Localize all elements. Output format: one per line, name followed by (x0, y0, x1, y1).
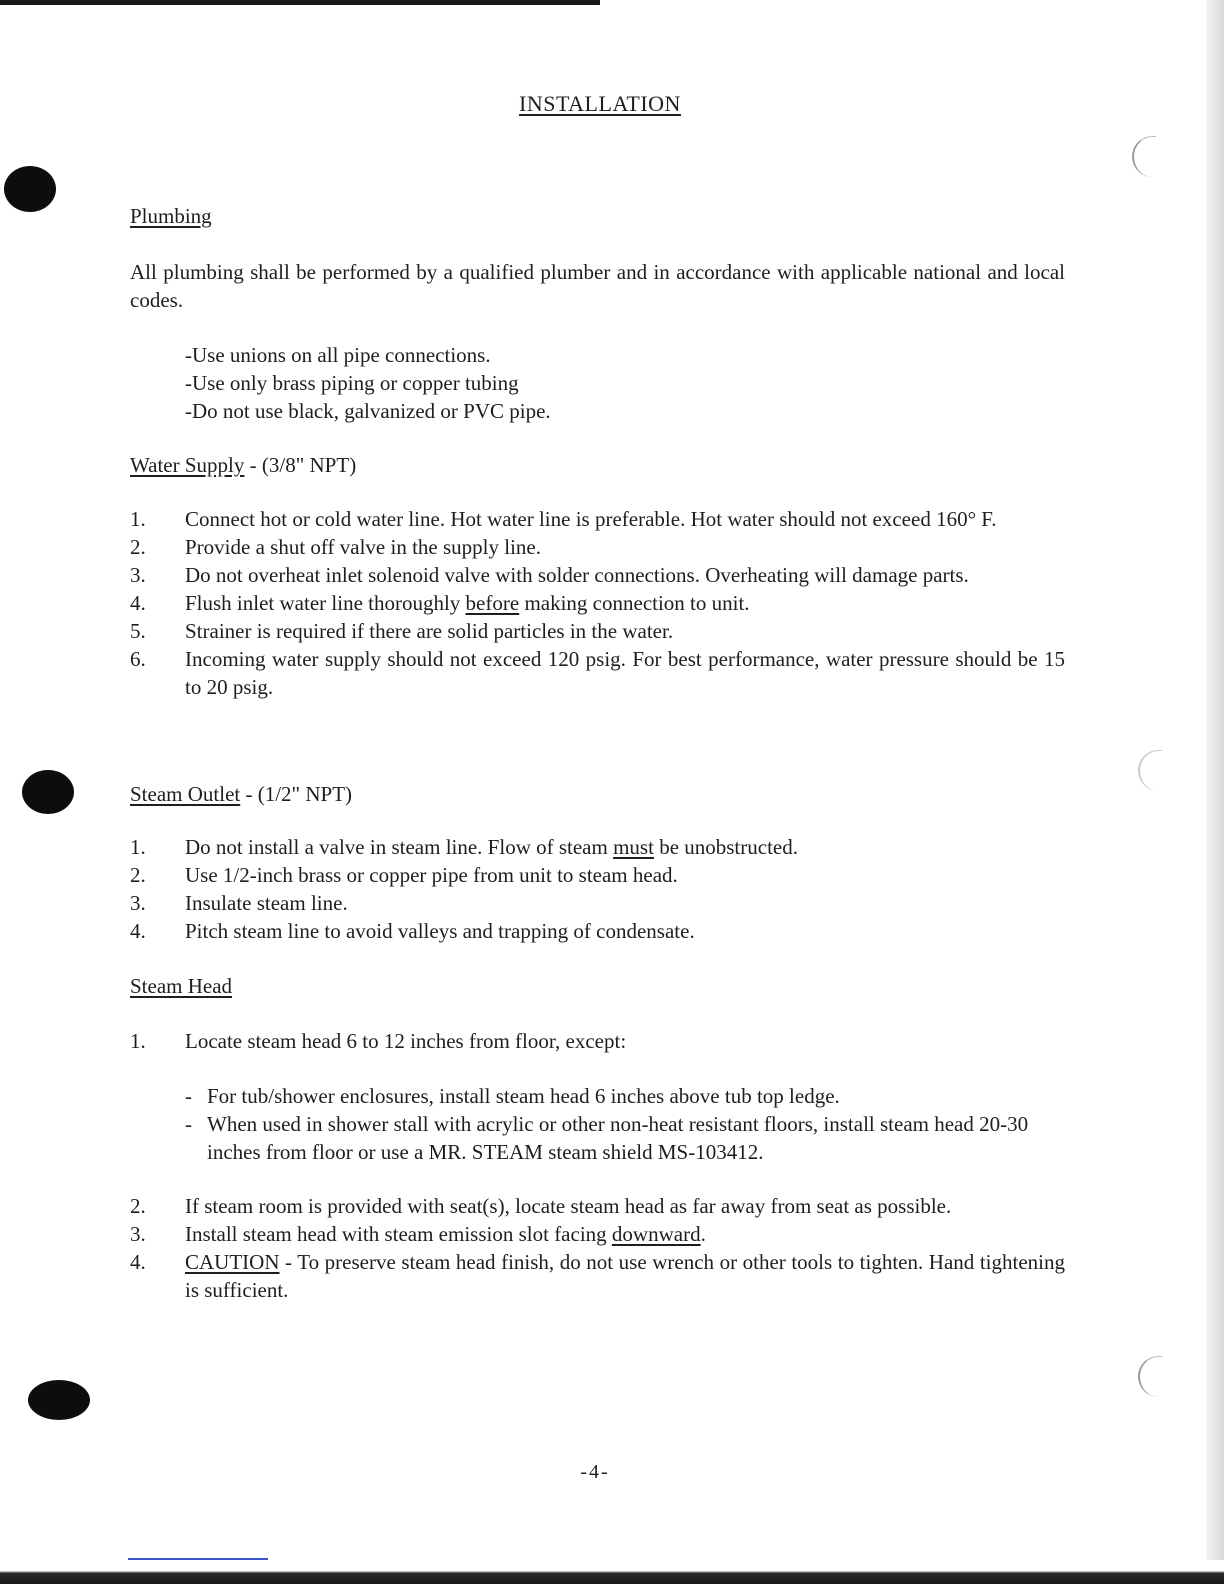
binder-mark-top (1132, 136, 1156, 177)
plumbing-paragraph: All plumbing shall be performed by a qualified plumber and in accordance with applicable national and local codes. (130, 260, 1065, 312)
page-title: INSTALLATION (519, 91, 681, 116)
item-text (185, 1248, 1065, 1304)
item-number: 3. (130, 891, 146, 915)
item-number: 4. (130, 1250, 146, 1274)
sub-dash: - (185, 1112, 192, 1136)
steam-outlet-list (130, 833, 1065, 945)
caution-label: CAUTION (185, 1250, 280, 1274)
sub-dash: - (185, 1084, 192, 1108)
steam-head-list-rest (130, 1192, 1065, 1304)
steam-head-heading (130, 972, 1070, 1000)
steam-head-item-3 (130, 1220, 1065, 1248)
item-text-emphasis: downward (611, 1222, 701, 1246)
steam-outlet-item-1 (130, 833, 1065, 861)
water-supply-heading-text: Water Supply (130, 453, 245, 477)
item-number: 2. (130, 1194, 146, 1218)
steam-outlet-heading (130, 780, 1070, 808)
steam-outlet-heading-text: Steam Outlet (130, 782, 241, 806)
item-text-post: be unobstructed. (653, 835, 798, 859)
item-text (185, 589, 1065, 617)
item-number: 5. (130, 619, 146, 643)
steam-outlet-item-3 (130, 889, 1065, 917)
steam-head-item-2 (130, 1192, 1065, 1220)
water-supply-spec: - (3/8" NPT) (244, 453, 357, 477)
sub-text: For tub/shower enclosures, install steam head 6 inches above tub top ledge. (207, 1084, 840, 1108)
steam-head-subitem (185, 1110, 1065, 1166)
water-supply-item-3 (130, 561, 1065, 589)
item-text-emphasis: before (465, 591, 520, 615)
water-supply-item-4 (130, 589, 1065, 617)
steam-outlet-item-4 (130, 917, 1065, 945)
plumbing-list-item: -Use only brass piping or copper tubing (185, 371, 519, 395)
steam-outlet-spec: - (1/2" NPT) (240, 782, 353, 806)
item-text: Do not overheat inlet solenoid valve with solder connections. Overheating will damage parts. (185, 563, 969, 587)
item-text-post: - To preserve steam head finish, do not use wrench or other tools to tighten. Hand tightening is sufficient. (185, 1250, 1065, 1302)
punch-hole-top (4, 166, 56, 212)
sub-text: When used in shower stall with acrylic or other non-heat resistant floors, install steam head 20-30 inches from floor or use a MR. STEAM steam shield MS-103412. (207, 1112, 1029, 1164)
item-text-emphasis: must (613, 835, 654, 859)
water-supply-item-5 (130, 617, 1065, 645)
plumbing-list-item: -Use unions on all pipe connections. (185, 343, 491, 367)
item-text-pre: Do not install a valve in steam line. Flow of steam (185, 835, 614, 859)
steam-head-item-4 (130, 1248, 1065, 1304)
item-text: Locate steam head 6 to 12 inches from floor, except: (185, 1029, 627, 1053)
scan-bottom-edge (0, 1560, 1224, 1584)
plumbing-heading-text: Plumbing (130, 204, 212, 228)
plumbing-heading (130, 202, 1070, 230)
punch-hole-middle (22, 770, 74, 814)
water-supply-heading (130, 451, 1070, 479)
item-number: 2. (130, 535, 146, 559)
plumbing-list (185, 341, 551, 425)
binder-mark-bottom (1138, 1356, 1162, 1397)
item-number: 1. (130, 835, 146, 859)
scan-top-edge (0, 0, 600, 5)
page-number: -4- (580, 1461, 610, 1483)
item-number: 3. (130, 563, 146, 587)
steam-head-subitem (185, 1082, 1065, 1110)
punch-hole-bottom (28, 1380, 90, 1420)
item-text: Strainer is required if there are solid particles in the water. (185, 619, 674, 643)
steam-head-sublist (185, 1082, 1065, 1166)
steam-outlet-item-2 (130, 861, 1065, 889)
scan-blue-line (128, 1558, 268, 1560)
steam-head-list-start (130, 1027, 1065, 1055)
item-number: 4. (130, 919, 146, 943)
scan-right-shadow (1206, 0, 1224, 1584)
item-number: 4. (130, 591, 146, 615)
item-number: 2. (130, 863, 146, 887)
item-text (185, 1220, 1065, 1248)
binder-mark-middle (1138, 750, 1162, 791)
water-supply-list (130, 505, 1065, 701)
item-text-post: making connection to unit. (519, 591, 750, 615)
water-supply-item-1 (130, 505, 1065, 533)
item-text (185, 833, 1065, 861)
water-supply-item-2 (130, 533, 1065, 561)
item-text: Provide a shut off valve in the supply line. (185, 535, 541, 559)
item-text: Connect hot or cold water line. Hot water line is preferable. Hot water should not exceed 160° F. (185, 507, 997, 531)
item-text-pre: Install steam head with steam emission slot facing (185, 1222, 612, 1246)
item-number: 1. (130, 507, 146, 531)
item-number: 6. (130, 647, 146, 671)
item-text-pre: Flush inlet water line thoroughly (185, 591, 466, 615)
item-number: 3. (130, 1222, 146, 1246)
steam-head-item-1 (130, 1027, 1065, 1055)
item-text: Insulate steam line. (185, 891, 348, 915)
item-text: Incoming water supply should not exceed 120 psig. For best performance, water pressure should be 15 to 20 psig. (185, 647, 1065, 699)
item-text-post: . (700, 1222, 706, 1246)
water-supply-item-6 (130, 645, 1065, 701)
item-text: Use 1/2-inch brass or copper pipe from unit to steam head. (185, 863, 678, 887)
item-text: If steam room is provided with seat(s), locate steam head as far away from seat as possible. (185, 1194, 952, 1218)
steam-head-heading-text: Steam Head (130, 974, 233, 998)
item-number: 1. (130, 1029, 146, 1053)
item-text: Pitch steam line to avoid valleys and trapping of condensate. (185, 919, 695, 943)
plumbing-list-item: -Do not use black, galvanized or PVC pipe. (185, 399, 551, 423)
